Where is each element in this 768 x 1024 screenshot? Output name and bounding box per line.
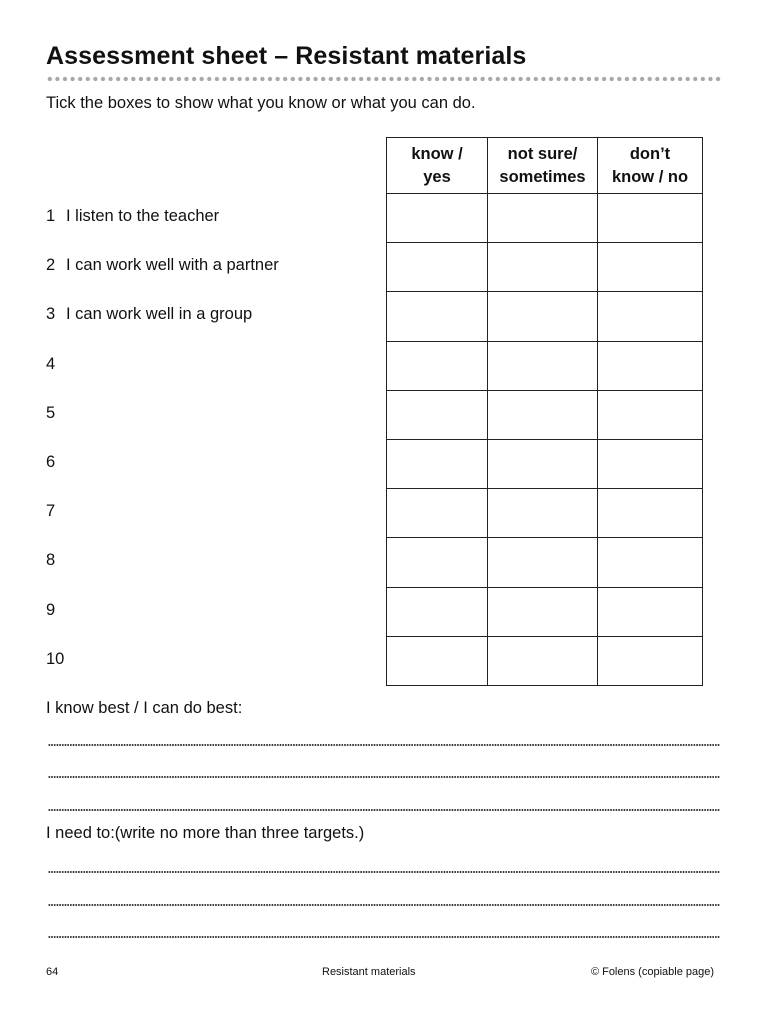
- statement-text: I can work well with a partner: [66, 256, 279, 275]
- tick-box-know-yes[interactable]: [387, 439, 488, 488]
- tick-box-know-yes[interactable]: [387, 538, 488, 587]
- tick-box-know-yes[interactable]: [387, 194, 488, 243]
- statement-number: 5: [46, 403, 56, 422]
- statement-row: [46, 207, 219, 226]
- tick-box-know-yes[interactable]: [387, 636, 488, 685]
- tick-box-dont-know-no[interactable]: [598, 390, 703, 439]
- grid-row: [387, 489, 703, 538]
- targets-prompt: I need to:(write no more than three targets.): [46, 824, 365, 842]
- tick-box-know-yes[interactable]: [387, 341, 488, 390]
- best-answer-line-2[interactable]: [48, 776, 720, 778]
- tick-box-not-sure-sometimes[interactable]: [488, 538, 598, 587]
- grid-row: [387, 292, 703, 341]
- tick-box-not-sure-sometimes[interactable]: [488, 489, 598, 538]
- statement-row: [46, 305, 252, 324]
- target-answer-line-1[interactable]: [48, 871, 720, 873]
- grid-header-row: [387, 138, 703, 194]
- grid-row: [387, 194, 703, 243]
- statement-row: [46, 601, 66, 620]
- tick-box-dont-know-no[interactable]: [598, 194, 703, 243]
- footer-section-title: Resistant materials: [322, 966, 416, 978]
- target-answer-line-2[interactable]: [48, 904, 720, 906]
- tick-box-dont-know-no[interactable]: [598, 587, 703, 636]
- statement-row: [46, 551, 66, 570]
- statement-number: 9: [46, 600, 56, 619]
- statement-row: [46, 502, 66, 521]
- statement-number: 10: [46, 649, 65, 668]
- column-header-dont-know-no: don’t know / no: [598, 138, 703, 194]
- tick-box-dont-know-no[interactable]: [598, 538, 703, 587]
- tick-box-not-sure-sometimes[interactable]: [488, 243, 598, 292]
- tick-box-know-yes[interactable]: [387, 292, 488, 341]
- tick-box-know-yes[interactable]: [387, 587, 488, 636]
- best-answer-line-1[interactable]: [48, 744, 720, 746]
- instruction-text: Tick the boxes to show what you know or what you can do.: [46, 94, 476, 112]
- tick-box-know-yes[interactable]: [387, 390, 488, 439]
- tick-box-not-sure-sometimes[interactable]: [488, 587, 598, 636]
- grid-row: [387, 243, 703, 292]
- tick-box-not-sure-sometimes[interactable]: [488, 390, 598, 439]
- assessment-grid: [386, 137, 703, 686]
- page-number: 64: [46, 966, 59, 978]
- tick-box-know-yes[interactable]: [387, 243, 488, 292]
- footer-copyright: © Folens (copiable page): [590, 966, 714, 978]
- page-title: Assessment sheet – Resistant materials: [46, 42, 527, 70]
- statement-number: 8: [46, 551, 56, 570]
- tick-box-dont-know-no[interactable]: [598, 341, 703, 390]
- statement-row: [46, 453, 66, 472]
- statement-row: [46, 355, 66, 374]
- statement-row: [46, 650, 66, 669]
- tick-box-dont-know-no[interactable]: [598, 292, 703, 341]
- statement-number: 2: [46, 256, 56, 275]
- target-answer-line-3[interactable]: [48, 936, 720, 938]
- statement-number: 3: [46, 305, 56, 324]
- tick-box-not-sure-sometimes[interactable]: [488, 439, 598, 488]
- tick-box-dont-know-no[interactable]: [598, 636, 703, 685]
- tick-box-dont-know-no[interactable]: [598, 243, 703, 292]
- grid-row: [387, 538, 703, 587]
- grid-row: [387, 636, 703, 685]
- grid-row: [387, 341, 703, 390]
- statement-number: 4: [46, 354, 56, 373]
- statement-text: I listen to the teacher: [66, 207, 220, 225]
- column-header-know-yes: know / yes: [387, 138, 488, 194]
- grid-row: [387, 439, 703, 488]
- dotted-title-divider: [46, 76, 722, 82]
- tick-box-know-yes[interactable]: [387, 489, 488, 538]
- grid-row: [387, 390, 703, 439]
- tick-box-not-sure-sometimes[interactable]: [488, 636, 598, 685]
- best-answer-line-3[interactable]: [48, 809, 720, 811]
- best-prompt: I know best / I can do best:: [46, 699, 243, 717]
- column-header-not-sure-sometimes: not sure/ sometimes: [488, 138, 598, 194]
- tick-box-dont-know-no[interactable]: [598, 489, 703, 538]
- tick-box-not-sure-sometimes[interactable]: [488, 292, 598, 341]
- statement-row: [46, 256, 279, 275]
- statement-number: 7: [46, 502, 56, 521]
- statement-row: [46, 404, 66, 423]
- tick-box-not-sure-sometimes[interactable]: [488, 194, 598, 243]
- tick-box-not-sure-sometimes[interactable]: [488, 341, 598, 390]
- statement-number: 1: [46, 207, 56, 225]
- statement-text: I can work well in a group: [66, 305, 253, 324]
- grid-row: [387, 587, 703, 636]
- statement-number: 6: [46, 453, 56, 471]
- tick-box-dont-know-no[interactable]: [598, 439, 703, 488]
